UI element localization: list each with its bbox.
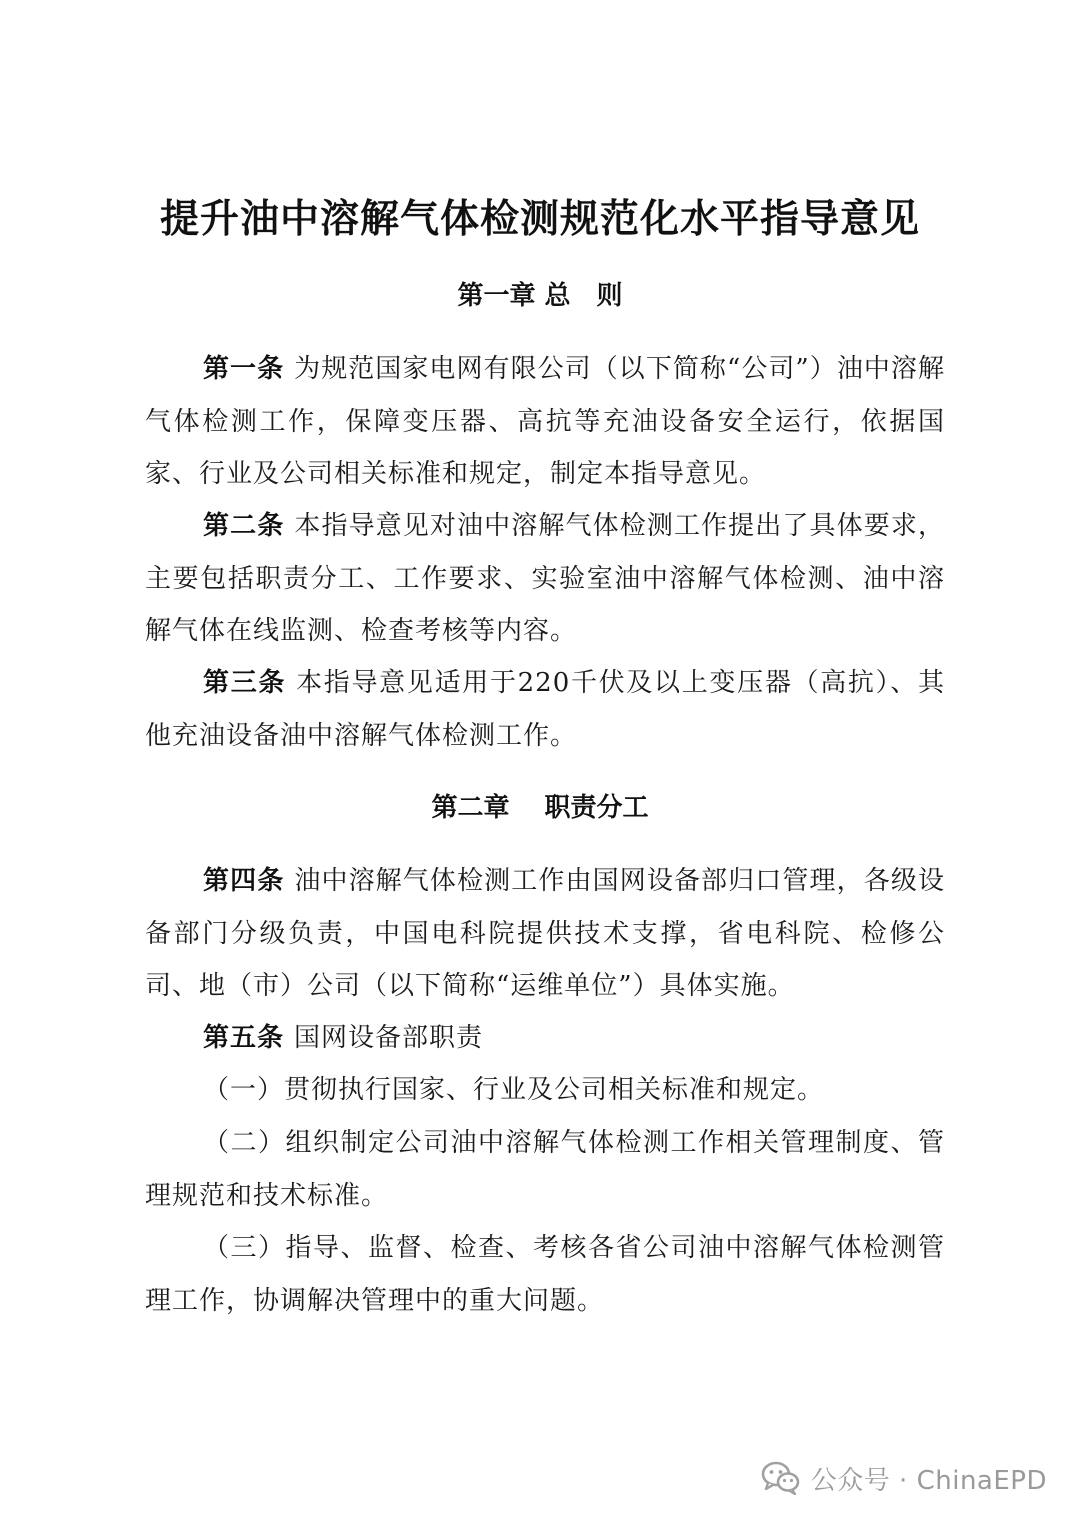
article-text: 油中溶解气体检测工作由国网设备部归口管理，各级设备部门分级负责，中国电科院提供技术支撑，省电科院、检修公司、地（市）公司（以下简称“运维单位”）具体实施。 — [145, 866, 945, 1001]
article-paragraph — [145, 1012, 945, 1065]
document-title: 提升油中溶解气体检测规范化水平指导意见 — [159, 197, 920, 242]
article-text: 国网设备部职责 — [294, 1023, 484, 1053]
chapter-heading: 第二章 职责分工 — [431, 793, 649, 823]
list-item: （二）组织制定公司油中溶解气体检测工作相关管理制度、管理规范和技术标准。 — [145, 1128, 945, 1211]
article-number: 第四条 — [203, 866, 285, 896]
article-number: 第三条 — [203, 668, 287, 698]
watermark-text: 公众号 · ChinaEPD — [810, 1465, 1047, 1496]
chapter-heading: 第一章 总 则 — [457, 281, 623, 311]
watermark — [761, 1458, 1047, 1498]
article-paragraph — [145, 855, 945, 1013]
wechat-icon — [761, 1461, 801, 1495]
list-item: （三）指导、监督、检查、考核各省公司油中溶解气体检测管理工作，协调解决管理中的重大问题。 — [145, 1233, 945, 1316]
article-number: 第五条 — [203, 1023, 285, 1053]
article-paragraph — [145, 343, 945, 501]
article-paragraph — [145, 500, 945, 658]
article-paragraph — [145, 657, 945, 762]
article-text: 本指导意见对油中溶解气体检测工作提出了具体要求，主要包括职责分工、工作要求、实验室油中溶解气体检测、油中溶解气体在线监测、检查考核等内容。 — [145, 511, 945, 646]
article-text: 为规范国家电网有限公司（以下简称“公司”）油中溶解气体检测工作，保障变压器、高抗等充油设备安全运行，依据国家、行业及公司相关标准和规定，制定本指导意见。 — [145, 354, 945, 489]
article-text: 本指导意见适用于220千伏及以上变压器（高抗）、其他充油设备油中溶解气体检测工作。 — [145, 668, 945, 751]
list-item: （一）贯彻执行国家、行业及公司相关标准和规定。 — [203, 1075, 825, 1105]
article-number: 第一条 — [203, 354, 285, 384]
article-number: 第二条 — [203, 511, 285, 541]
